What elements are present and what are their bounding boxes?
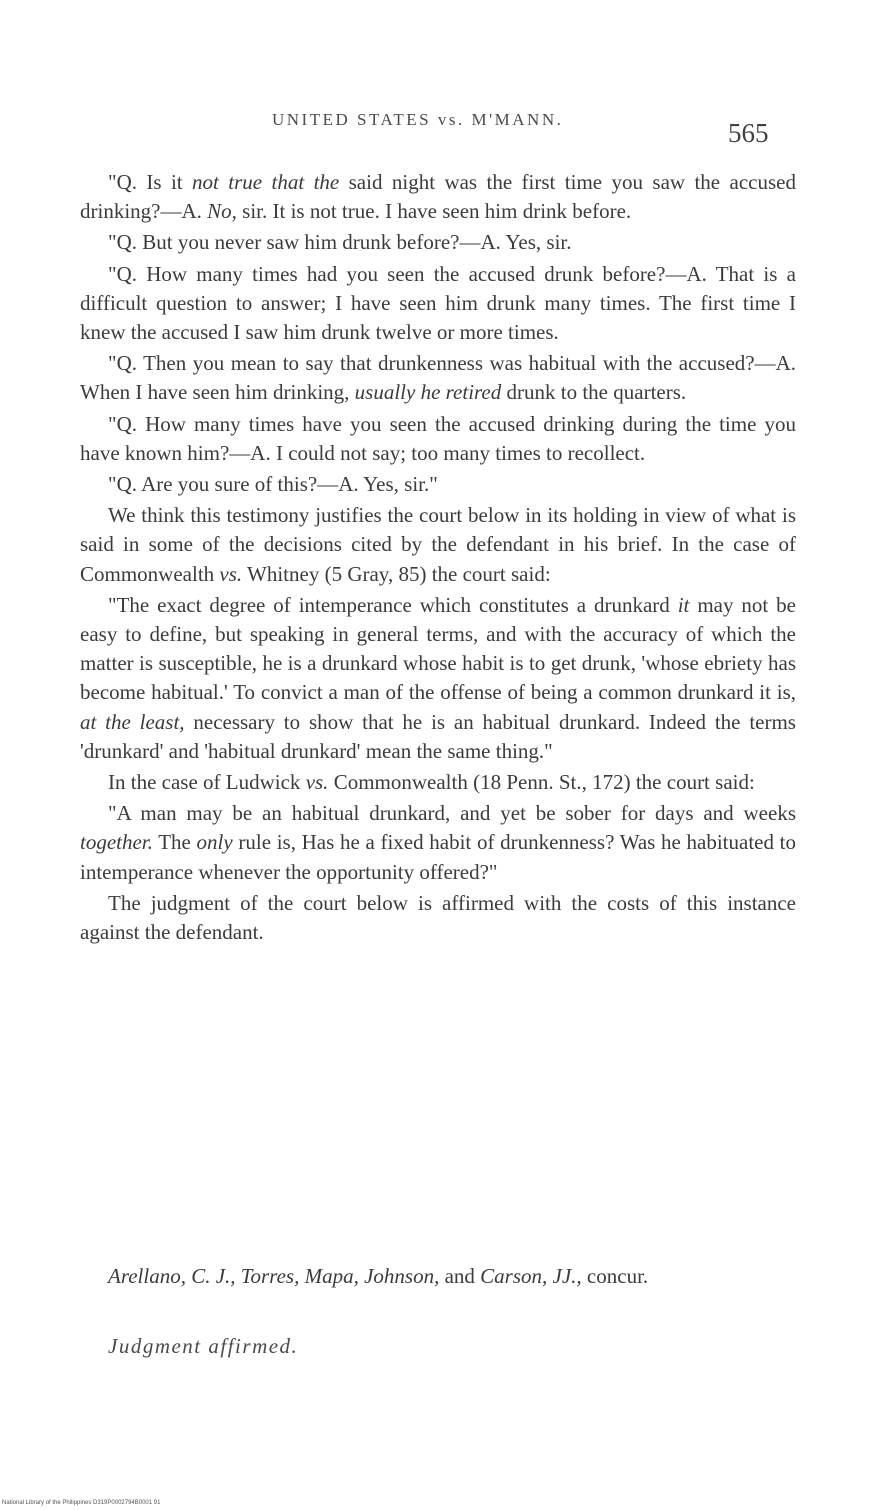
text-segment: "Q. Then you mean to say that drunkenness was habitual with the accused?—A. When I have seen him drinking,: [80, 351, 796, 405]
judgment-line: Judgment affirmed.: [108, 1334, 299, 1358]
italic-segment: vs.: [219, 561, 243, 586]
text-segment: Commonwealth (18 Penn. St., 172) the court said:: [328, 770, 755, 795]
paragraph: [80, 799, 796, 887]
italic-segment: together.: [80, 830, 153, 855]
italic-segment: Arellano, C. J., Torres, Mapa, Johnson,: [108, 1264, 440, 1288]
text-segment: "Q. Are you sure of this?—A. Yes, sir.": [108, 472, 438, 497]
italic-segment: vs.: [305, 770, 329, 795]
running-head: UNITED STATES vs. M'MANN.: [272, 110, 564, 129]
text-segment: said night was the first time you saw the accused drinking?—A.: [80, 170, 796, 224]
paragraph: [80, 349, 796, 407]
text-segment: sir. It is not true. I have seen him drink before.: [236, 199, 632, 224]
text-segment: "Q. Is it: [108, 170, 193, 194]
text-segment: necessary to show that he is an habitual drunkard. Indeed the terms 'drunkard' and 'habitual drunkard' mean the same thing.": [80, 709, 796, 763]
body-text: [80, 168, 796, 949]
paragraph: [80, 470, 796, 499]
italic-segment: usually he retired: [354, 380, 502, 405]
text-segment: The: [152, 830, 197, 855]
page-number: 565: [728, 118, 769, 148]
text-segment: We think this testimony justifies the court below in its holding in view of what is said in some of the decisions cited by the defendant in his brief. In the case of Commonwealth: [80, 503, 796, 586]
concurrence-paragraph: [80, 1262, 796, 1292]
paragraph: [80, 768, 796, 797]
paragraph: [80, 228, 796, 257]
italic-segment: Carson, JJ.,: [480, 1264, 582, 1288]
paragraph: [80, 501, 796, 589]
text-segment: In the case of Ludwick: [108, 770, 306, 795]
text-segment: drunk to the quarters.: [501, 380, 687, 405]
italic-segment: No,: [207, 199, 237, 224]
text-segment: rule is, Has he a fixed habit of drunkenness? Was he habituated to intemperance whenever the opportunity offered?": [80, 830, 796, 884]
text-segment: "Q. How many times had you seen the accused drunk before?—A. That is a difficult question to answer; I have seen him drunk many times. The first time I knew the accused I saw him drunk twelve or more times.: [80, 261, 796, 345]
text-segment: Whitney (5 Gray, 85) the court said:: [242, 561, 551, 586]
text-segment: "The exact degree of intemperance which constitutes a drunkard: [108, 592, 678, 617]
text-segment: The judgment of the court below is affirmed with the costs of this instance against the defendant.: [80, 890, 796, 945]
italic-segment: it: [677, 592, 690, 617]
italic-segment: not true that the: [192, 170, 340, 194]
paragraph: [80, 168, 796, 226]
text-segment: concur.: [581, 1264, 649, 1288]
text-segment: may not be easy to define, but speaking in general terms, and with the accuracy of which the matter is susceptible, he is a drunkard whose habit is to get drunk, 'whose ebriety has become habitual.' To convict a man of the offense of being a common drunkard it is,: [80, 592, 796, 705]
italic-segment: at the least,: [80, 709, 185, 734]
text-segment: "A man may be an habitual drunkard, and yet be sober for days and weeks: [108, 801, 796, 826]
library-credit: National Library of the Philippines D319P0002794B0001 91: [2, 1500, 161, 1506]
paragraph: [80, 889, 796, 947]
paragraph: [80, 260, 796, 348]
italic-segment: only: [196, 830, 233, 855]
text-segment: and: [439, 1264, 481, 1288]
paragraph: [80, 410, 796, 468]
concurrence-line: [80, 1262, 796, 1292]
text-segment: "Q. But you never saw him drunk before?—A. Yes, sir.: [108, 230, 572, 255]
paragraph: [80, 591, 796, 766]
text-segment: "Q. How many times have you seen the accused drinking during the time you have known him?—A. I could not say; too many times to recollect.: [80, 411, 796, 465]
page-header: [0, 96, 880, 146]
